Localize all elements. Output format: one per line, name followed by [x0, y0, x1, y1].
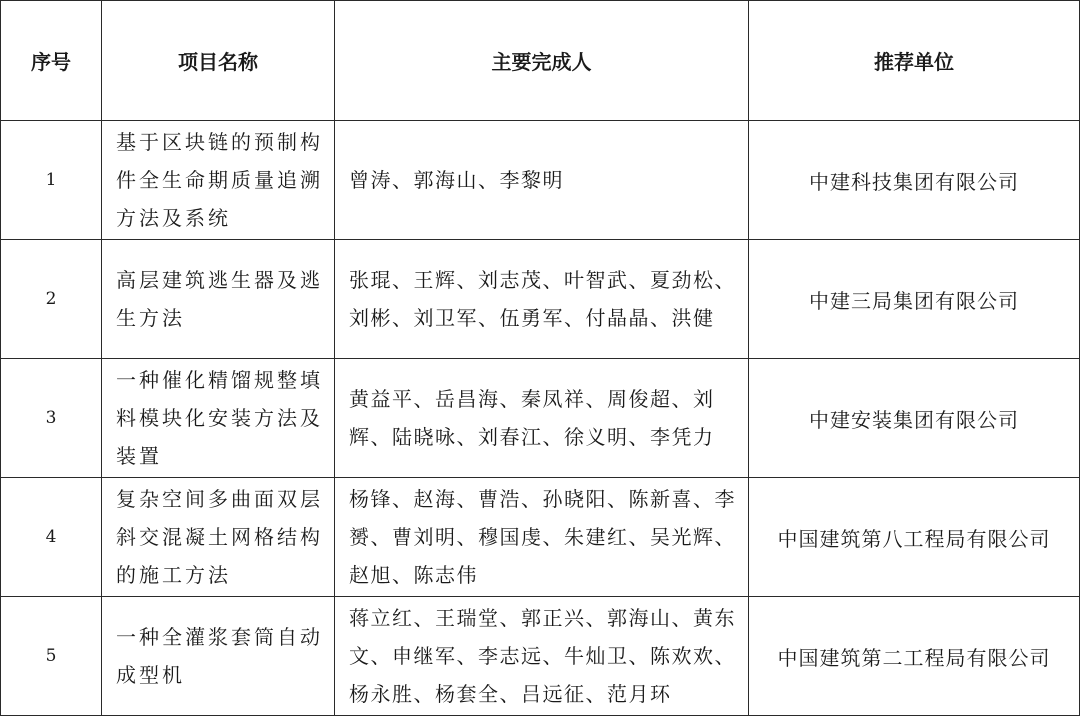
- row-contributors: 黄益平、岳昌海、秦凤祥、周俊超、刘辉、陆晓咏、刘春江、徐义明、李凭力: [335, 359, 749, 478]
- table-row: [1, 597, 1080, 716]
- row-project-name: 高层建筑逃生器及逃生方法: [102, 240, 335, 359]
- row-contributors: 张琨、王辉、刘志茂、叶智武、夏劲松、刘彬、刘卫军、伍勇军、付晶晶、洪健: [335, 240, 749, 359]
- row-unit: 中建科技集团有限公司: [749, 121, 1080, 240]
- row-seq: 4: [1, 478, 102, 597]
- row-unit: 中国建筑第八工程局有限公司: [749, 478, 1080, 597]
- row-unit: 中建安装集团有限公司: [749, 359, 1080, 478]
- row-seq: 1: [1, 121, 102, 240]
- row-contributors: 蒋立红、王瑞堂、郭正兴、郭海山、黄东文、申继军、李志远、牛灿卫、陈欢欢、杨永胜、杨套全、吕远征、范月环: [335, 597, 749, 716]
- row-contributors: 曾涛、郭海山、李黎明: [335, 121, 749, 240]
- row-seq: 5: [1, 597, 102, 716]
- row-unit: 中建三局集团有限公司: [749, 240, 1080, 359]
- table-row: [1, 478, 1080, 597]
- header-main-contributors: 主要完成人: [335, 1, 749, 121]
- row-seq: 3: [1, 359, 102, 478]
- table-row: [1, 240, 1080, 359]
- header-recommending-unit: 推荐单位: [749, 1, 1080, 121]
- row-contributors: 杨锋、赵海、曹浩、孙晓阳、陈新喜、李赟、曹刘明、穆国虔、朱建红、吴光辉、赵旭、陈志伟: [335, 478, 749, 597]
- row-project-name: 基于区块链的预制构件全生命期质量追溯方法及系统: [102, 121, 335, 240]
- row-project-name: 复杂空间多曲面双层斜交混凝土网格结构的施工方法: [102, 478, 335, 597]
- row-project-name: 一种催化精馏规整填料模块化安装方法及装置: [102, 359, 335, 478]
- table-row: [1, 121, 1080, 240]
- table-row: [1, 359, 1080, 478]
- header-row: [1, 1, 1080, 121]
- row-seq: 2: [1, 240, 102, 359]
- row-unit: 中国建筑第二工程局有限公司: [749, 597, 1080, 716]
- header-seq: 序号: [1, 1, 102, 121]
- row-project-name: 一种全灌浆套筒自动成型机: [102, 597, 335, 716]
- header-project-name: 项目名称: [102, 1, 335, 121]
